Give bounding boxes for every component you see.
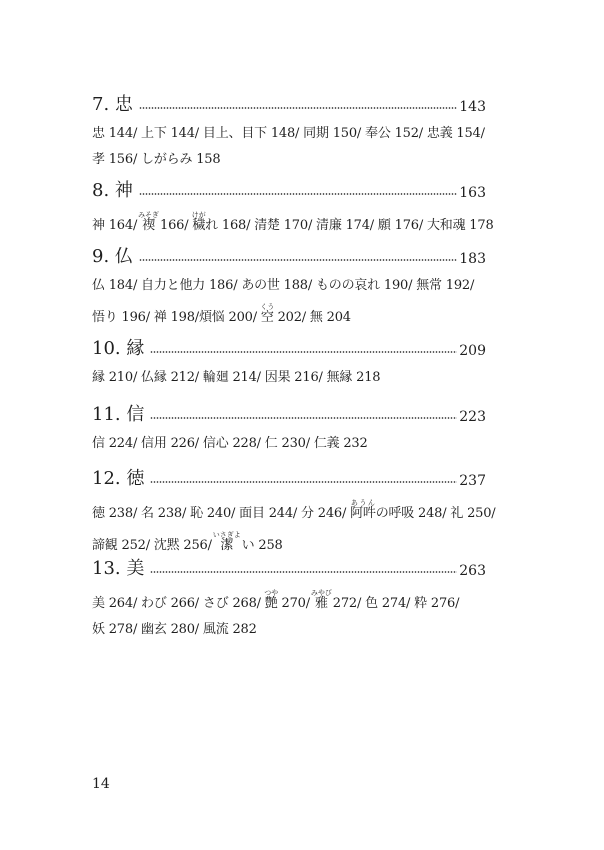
entry-text: 妖 278/ 幽玄 280/ 風流 282	[92, 622, 257, 637]
entry-text: 諦観 252/ 沈黙 256/	[92, 538, 216, 553]
furigana: くう	[260, 303, 275, 311]
entry-text: 忠 144/ 上下 144/ 目上、目下 148/ 同期 150/ 奉公 152/ 忠義 154/	[92, 126, 485, 141]
entry-text: 166/	[156, 218, 193, 233]
entry-text: 272/ 色 274/ 粋 276/	[328, 596, 460, 611]
dot-leader	[150, 570, 457, 574]
ruby-base: 阿吽	[350, 506, 376, 521]
chapter-title: 13. 美	[92, 558, 145, 579]
entry-line	[92, 303, 486, 327]
entry-line	[92, 531, 486, 555]
entry-line	[92, 435, 486, 453]
furigana: みそぎ	[138, 211, 160, 219]
chapter-heading[interactable]	[92, 92, 486, 116]
entry-text: 神 164/	[92, 218, 142, 233]
entry-text: 縁 210/ 仏縁 212/ 輪廻 214/ 因果 216/ 無縁 218	[92, 370, 381, 385]
ruby-base: 穢	[191, 218, 206, 233]
chapter-title: 12. 徳	[92, 468, 145, 489]
furigana: みやび	[310, 589, 332, 597]
entry-text: 270/	[277, 596, 314, 611]
ruby-term	[260, 303, 275, 325]
chapter-page-number: 143	[459, 99, 486, 115]
entry-line	[92, 151, 486, 169]
chapter-page-number: 263	[459, 563, 486, 579]
chapter-page-number: 163	[459, 185, 486, 201]
entry-text: 美 264/ わび 266/ さび 268/	[92, 596, 265, 611]
entry-line	[92, 125, 486, 143]
entry-line	[92, 369, 486, 387]
toc-section	[92, 92, 486, 169]
entry-line	[92, 589, 486, 613]
entry-line	[92, 621, 486, 639]
dot-leader	[150, 480, 457, 484]
ruby-term	[310, 589, 332, 611]
chapter-heading[interactable]	[92, 244, 486, 268]
chapter-heading[interactable]	[92, 466, 486, 490]
entry-text: 孝 156/ しがらみ 158	[92, 152, 221, 167]
chapter-heading[interactable]	[92, 556, 486, 580]
chapter-heading[interactable]	[92, 402, 486, 426]
chapter-heading[interactable]	[92, 178, 486, 202]
ruby-base: 禊	[138, 218, 160, 233]
furigana: つや	[264, 589, 279, 597]
page-number: 14	[92, 776, 110, 792]
chapter-title: 7. 忠	[92, 94, 133, 115]
ruby-base: 潔	[212, 538, 241, 553]
dot-leader	[150, 416, 457, 420]
entry-text: 徳 238/ 名 238/ 恥 240/ 面目 244/ 分 246/	[92, 506, 351, 521]
furigana: いさぎよ	[212, 531, 241, 539]
entry-text: 信 224/ 信用 226/ 信心 228/ 仁 230/ 仁義 232	[92, 436, 368, 451]
furigana: あうん	[350, 499, 376, 507]
furigana: けが	[191, 211, 206, 219]
chapter-title: 11. 信	[92, 404, 145, 425]
toc-section	[92, 336, 486, 387]
ruby-base: 雅	[310, 596, 332, 611]
chapter-page-number: 237	[459, 473, 486, 489]
chapter-page-number: 223	[459, 409, 486, 425]
ruby-base: 空	[260, 310, 275, 325]
entry-line	[92, 211, 494, 235]
ruby-term	[138, 211, 160, 233]
chapter-title: 10. 縁	[92, 338, 145, 359]
entry-text: い 258	[237, 538, 283, 553]
ruby-term	[350, 499, 376, 521]
entry-text: の呼吸 248/ 礼 250/	[375, 506, 496, 521]
entry-text: れ 168/ 清楚 170/ 清廉 174/ 願 176/ 大和魂 178	[205, 218, 494, 233]
entry-text: 仏 184/ 自力と他力 186/ あの世 188/ ものの哀れ 190/ 無常 192/	[92, 278, 475, 293]
chapter-page-number: 183	[459, 251, 486, 267]
toc-section	[92, 402, 486, 453]
entry-text: 悟り 196/ 禅 198/煩悩 200/	[92, 310, 261, 325]
dot-leader	[139, 106, 457, 110]
toc-section	[92, 466, 496, 555]
toc-section	[92, 178, 494, 235]
ruby-term	[191, 211, 206, 233]
chapter-title: 8. 神	[92, 180, 133, 201]
chapter-heading[interactable]	[92, 336, 486, 360]
chapter-title: 9. 仏	[92, 246, 133, 267]
dot-leader	[139, 258, 457, 262]
entry-line	[92, 499, 496, 523]
chapter-page-number: 209	[459, 343, 486, 359]
dot-leader	[139, 192, 457, 196]
entry-line	[92, 277, 486, 295]
ruby-base: 艶	[264, 596, 279, 611]
entry-text: 202/ 無 204	[273, 310, 351, 325]
toc-section	[92, 244, 486, 327]
ruby-term	[212, 531, 241, 553]
dot-leader	[150, 350, 457, 354]
toc-section	[92, 556, 486, 639]
ruby-term	[264, 589, 279, 611]
